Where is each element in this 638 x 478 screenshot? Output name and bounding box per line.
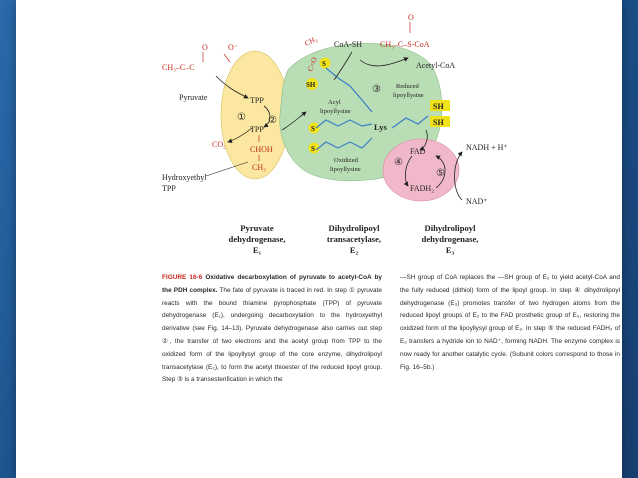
e2-enzyme-label: Dihydrolipoyl transacetylase, E₂ [326,223,382,255]
fad-label: FAD [410,147,426,156]
e1-enzyme-blob [221,51,289,179]
caption-right-column [400,272,620,374]
chohl-label: CHOH [250,145,273,154]
acetyl-coa-structure: CH₃–C–S-CoA [380,40,430,49]
acetyl-coa-o: O [408,13,414,22]
pyruvate-label: Pyruvate [179,93,208,102]
step-2-marker: ② [268,115,277,126]
caption-left-text: The fate of pyruvate is traced in red. In step ① pyruvate reacts with the bound thiamine pyrophosphate (TPP) of pyruvate dehydrogenase (E₁), undergoing decarboxylation to the hydroxyethyl derivative (see Fig. 14–13). Pyruvate dehydrogenase also carries out step ②, the transfer of two electrons and the acetyl group from TPP to the oxidized form of the lipoyllysyl group of the core enzyme, dihydrolipoyl transacetylase (E₂), to form the acetyl thioester of the reduced lipoyl group. Step ③ is a transesterification in which the [162,286,382,384]
oxidized-lipoyllysine-line1: Oxidized [334,157,358,164]
step-5-marker: ⑤ [436,168,445,179]
lys-label: Lys [374,122,387,132]
oxidized-lipoyllysine-line2: lipoyllysine [330,166,361,173]
coa-sh-label: CoA-SH [334,40,363,49]
figure-caption [162,272,622,412]
c-o-label: C=O [305,55,319,73]
acyl-lipoyllysine-line2: lipoyllysine [320,108,351,115]
acyl-lipoyllysine-line1: Acyl [328,99,341,106]
reduced-lipoyllysine-line1: Reduced [396,83,419,90]
e3-enzyme-label: Dihydrolipoyl dehydrogenase, E₃ [421,223,479,255]
sh-right-2: SH [433,118,444,127]
co2-label: CO₂ [212,140,226,149]
caption-right-text: —SH group of CoA replaces the —SH group of E₂ to yield acetyl-CoA and the fully reduced (dithiol) form of the lipoyl group. In step ④ dihydrolipoyl dehydrogenase (E₃) promotes transfer of two hydrogen atoms from the reduced lipoyl groups of E₂ to the FAD prosthetic group of E₃, restoring the oxidized form of the lipoyllysyl group of E₂. In step ⑤ the reduced FADH₂ of E₃ transfers a hydride ion to NAD⁺, forming NADH. The enzyme complex is now ready for another catalytic cycle. (Subunit colors correspond to those in Fig. 16–5b.) [400,274,620,371]
e1-enzyme-label: Pyruvate dehydrogenase, E₁ [228,223,286,255]
tpp-bottom: TPP [250,125,264,134]
hydroxyethyl-tpp-line1: Hydroxyethyl [162,173,207,182]
sulfur-s-top: S [322,60,326,68]
tpp-top: TPP [250,96,264,105]
sulfur-s-bottom: S [311,145,315,153]
acetyl-coa-label: Acetyl-CoA [416,61,456,70]
step-3-marker: ③ [372,84,381,95]
step-1-marker: ① [237,112,246,123]
hydroxyethyl-tpp-line2: TPP [162,184,176,193]
pyruvate-structure: CH₃–C–C [162,63,195,72]
figure-title: Oxidative decarboxylation of pyruvate to acetyl-CoA by the PDH complex. [162,274,383,294]
ch3-top-label: CH₃ [303,34,319,48]
sh-right-1: SH [433,102,444,111]
sulfur-s-mid: S [311,125,315,133]
slide [16,0,622,478]
caption-left-column [162,272,382,387]
pyruvate-o-minus: O⁻ [228,43,238,52]
step-4-marker: ④ [394,157,403,168]
reduced-lipoyllysine-line2: lipoyllysine [393,92,424,99]
ch3-label: CH₃ [252,163,266,172]
sulfur-sh-left: SH [306,81,316,89]
nad-label: NAD⁺ [466,197,488,206]
pyruvate-o-top: O [202,43,208,52]
fadh2-label: FADH₂ [410,184,434,193]
nadh-label: NADH + H⁺ [466,143,508,152]
figure-label: FIGURE 16-6 [162,274,203,281]
